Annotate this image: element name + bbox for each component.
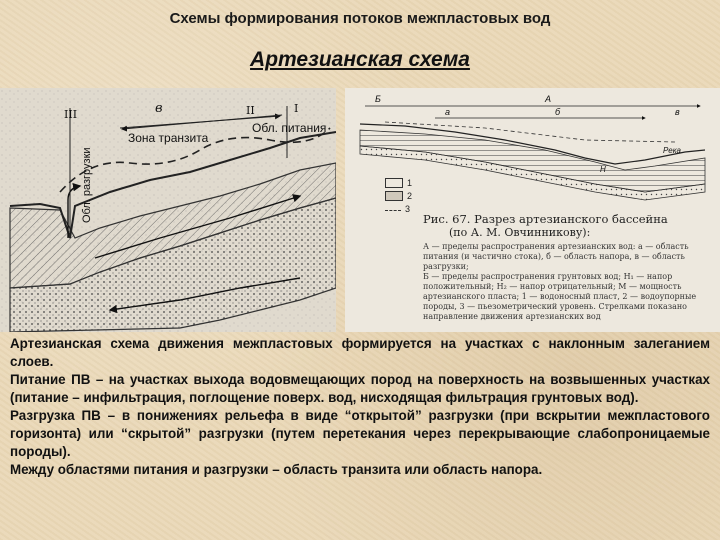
caption-legend: А — пределы распространения артезианских вод: а — область питания (и частично стока), б — область напора, в — область разгрузки; Б — пределы распространения грунтовых вод; H₁ — напор положительный; H₂ — напор отрицательный; M — мощность артезианского пласта; 1 — водоносный пласт, 2 — водоупорные породы, 3 — пьезометрический уровень. Стрелками показано направление движения артезианских вод (423, 242, 697, 321)
caption-title: Рис. 67. Разрез артезианского бассейна (423, 212, 668, 226)
label-A: А (545, 94, 552, 104)
label-III: III (64, 108, 78, 121)
zone-transit-label: Зона транзита (128, 131, 209, 145)
zone-recharge-label: Обл. питания (252, 121, 327, 135)
legend-swatch-3 (385, 210, 401, 211)
figure-caption (423, 212, 720, 322)
legend-swatch-1 (385, 178, 403, 188)
zone-discharge-label: Обл. разгрузки (81, 147, 93, 223)
label-b: б (555, 107, 561, 117)
legend-1: 1 (407, 177, 413, 188)
label-B: Б (375, 94, 381, 104)
paragraph-1: Артезианская схема движения межпластовых формируется на участках с наклонным залеганием слоев. (10, 336, 710, 369)
left-diagram-svg (0, 88, 336, 332)
label-a: а (445, 107, 451, 117)
legend-2: 2 (407, 190, 413, 201)
left-diagram (0, 88, 336, 332)
label-H: H (600, 165, 606, 174)
label-v: в (155, 101, 163, 116)
right-diagram (345, 88, 720, 332)
right-legend (385, 176, 412, 215)
paragraph-3: Разгрузка ПВ – в понижениях рельефа в виде “открытой” разгрузки (при вскрытии межпластового горизонта) или “скрытой” разгрузки (путем перетекания через перекрывающие слабопроницаемые породы). (10, 408, 710, 459)
page-title: Схемы формирования потоков межпластовых вод (169, 10, 551, 27)
legend-3: 3 (405, 203, 411, 214)
label-river: Река (663, 146, 681, 155)
paragraph-2: Питание ПВ – на участках выхода водовмещающих пород на поверхность на возвышенных участках (питание – инфильтрация, поглощение поверх. вод, нисходящая фильтрация грунтовых вод). (10, 372, 710, 405)
label-v-right: в (675, 107, 680, 117)
page-subtitle: Артезианская схема (250, 48, 470, 71)
legend-swatch-2 (385, 191, 403, 201)
label-II: II (246, 104, 255, 117)
label-I: I (294, 102, 299, 115)
body-text (10, 335, 710, 479)
paragraph-4: Между областями питания и разгрузки – область транзита или область напора. (10, 462, 543, 477)
caption-author: (по А. М. Овчинникову): (449, 226, 591, 239)
